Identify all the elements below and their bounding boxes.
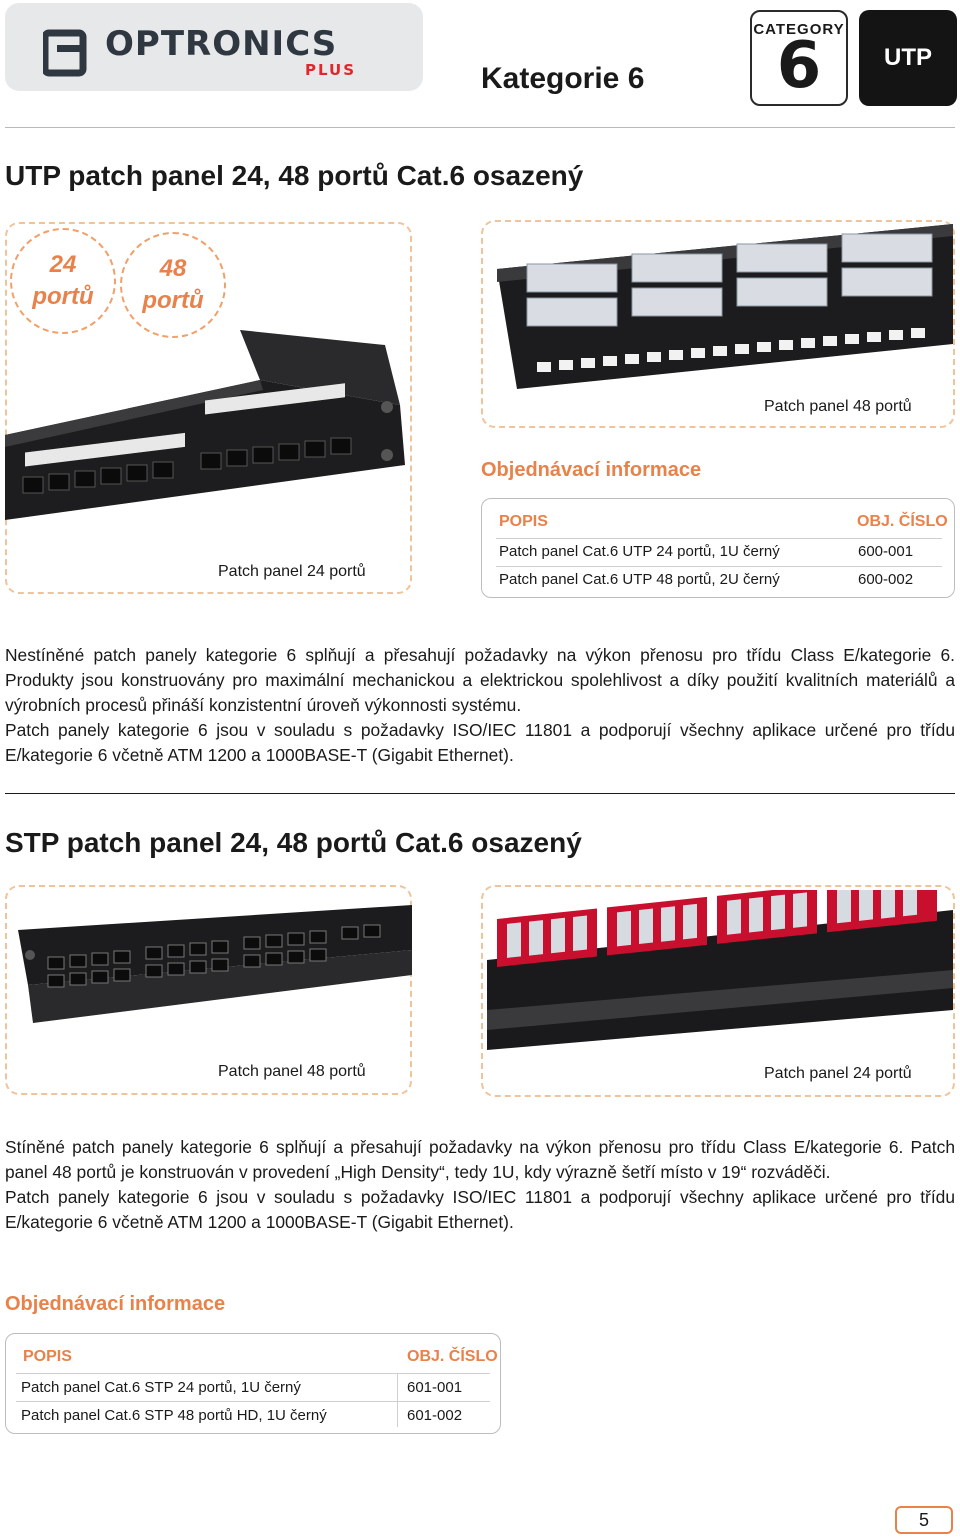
category-word: CATEGORY	[753, 21, 845, 38]
stp-paragraph: Patch panely kategorie 6 jsou v souladu s požadavky ISO/IEC 11801 a podporují všechny aplikace určené pro třídu E/kategorie 6 včetně ATM 1200 a 1000BASE-T (Gigabit Ethernet).	[5, 1187, 955, 1232]
table-cell-number: 600-001	[858, 543, 914, 560]
utp-paragraph: Patch panely kategorie 6 jsou v souladu s požadavky ISO/IEC 11801 a podporují všechny aplikace určené pro třídu E/kategorie 6 včetně ATM 1200 a 1000BASE-T (Gigabit Ethernet).	[5, 720, 955, 765]
utp-order-heading: Objednávací informace	[481, 459, 702, 481]
caption-patch-panel-24: Patch panel 24 portů	[218, 563, 366, 580]
caption-stp-patch-panel-24: Patch panel 24 portů	[764, 1065, 912, 1082]
logo-mark-icon	[43, 29, 103, 77]
logo-text: OPTRONICS	[105, 24, 338, 64]
table-cell-number: 601-002	[407, 1407, 463, 1424]
header-divider	[5, 127, 955, 128]
table-cell-number: 601-001	[407, 1379, 463, 1396]
table-row-divider	[496, 538, 942, 539]
table-cell-number: 600-002	[858, 571, 914, 588]
utp-order-table	[481, 498, 955, 598]
table-row-divider	[496, 566, 942, 567]
utp-48-port-panel-image	[487, 224, 953, 389]
page-number: 5	[895, 1506, 953, 1534]
utp-paragraph: Nestíněné patch panely kategorie 6 splňují a přesahují požadavky na výkon přenosu pro třídu Class E/kategorie 6. Produkty jsou konstruovány pro maximální mechanickou a elektrickou spolehlivost a díky použití kvalitních materiálů a výrobních procesů přináší konzistentní úroveň výkonnosti systému.	[5, 645, 955, 715]
badge-24-number: 24	[49, 251, 77, 278]
stp-paragraph: Stíněné patch panely kategorie 6 splňují a přesahují požadavky na výkon přenosu pro třídu Class E/kategorie 6. Patch panel 48 portů je konstruován v provedení „High Density“, tedy 1U, kdy výrazně šetří místo v 19“ rozváděči.	[5, 1137, 955, 1182]
badge-48-label: portů	[142, 287, 204, 314]
stp-order-heading: Objednávací informace	[5, 1293, 226, 1315]
category-badge	[750, 10, 848, 106]
caption-stp-patch-panel-48: Patch panel 48 portů	[218, 1063, 366, 1080]
table-cell-desc: Patch panel Cat.6 UTP 24 portů, 1U černý	[499, 543, 780, 560]
utp-col-order-number: OBJ. ČÍSLO	[857, 513, 948, 530]
stp-col-description: POPIS	[23, 1348, 72, 1365]
stp-order-table	[5, 1333, 501, 1434]
badge-24-label: portů	[32, 283, 94, 310]
logo-plus: PLUS	[305, 61, 357, 79]
table-cell-desc: Patch panel Cat.6 UTP 48 portů, 2U černý	[499, 571, 780, 588]
badge-48-ports	[120, 232, 226, 338]
badge-48-number: 48	[159, 255, 187, 282]
section-divider	[5, 793, 955, 794]
utp-24-port-panel-image	[5, 325, 407, 525]
caption-patch-panel-48: Patch panel 48 portů	[764, 398, 912, 415]
category-number: 6	[776, 29, 822, 103]
utp-col-description: POPIS	[499, 513, 548, 530]
stp-24-port-panel-image	[487, 890, 953, 1050]
table-column-divider	[397, 1373, 398, 1427]
stp-section-title: STP patch panel 24, 48 portů Cat.6 osazený	[5, 827, 582, 858]
table-cell-desc: Patch panel Cat.6 STP 24 portů, 1U černý	[21, 1379, 301, 1396]
stp-description	[5, 1135, 955, 1235]
badge-24-ports	[10, 228, 116, 334]
brand-logo	[5, 3, 423, 91]
utp-description	[5, 643, 955, 768]
table-cell-desc: Patch panel Cat.6 STP 48 portů HD, 1U černý	[21, 1407, 327, 1424]
utp-type-badge: UTP	[859, 10, 957, 106]
table-row-divider	[16, 1373, 490, 1374]
utp-section-title: UTP patch panel 24, 48 portů Cat.6 osazený	[5, 160, 584, 191]
page-header-title: Kategorie 6	[481, 62, 645, 95]
table-row-divider	[16, 1401, 490, 1402]
stp-48-port-panel-image	[18, 905, 412, 1045]
stp-col-order-number: OBJ. ČÍSLO	[407, 1348, 498, 1365]
